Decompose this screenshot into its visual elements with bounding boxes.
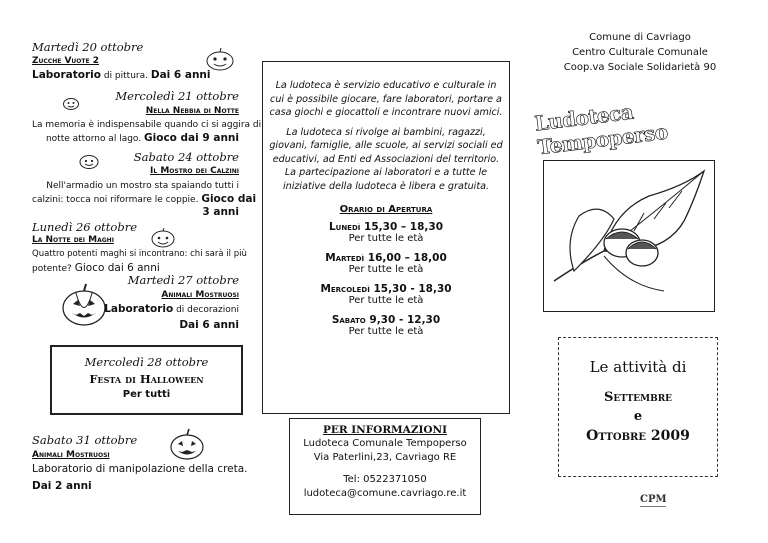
intro-paragraph: La ludoteca si rivolge ai bambini, ragazzi, giovani, famiglie, alle scuole, ai servizi sociali ed educativi, ad Enti ed Associazioni del territorio.	[269, 126, 503, 165]
activities-box	[558, 337, 718, 477]
activities-conjunction: e	[633, 409, 643, 424]
event-title: Animali Mostruosi	[161, 290, 239, 300]
event-title: Animali Mostruosi	[32, 450, 110, 460]
contact-address: Via Paterlini,23, Cavriago RE	[313, 452, 457, 463]
opening-hours-title: Orario di Apertura	[339, 204, 433, 215]
event-description: potente? Gioco dai 6 anni	[32, 262, 160, 274]
opening-hours-note: Per tutte le età	[348, 264, 424, 275]
event-description: Laboratorio di manipolazione della creta.	[32, 463, 248, 475]
event-title: La Notte dei Maghi	[32, 235, 114, 245]
acorn-illustration	[543, 160, 715, 312]
opening-hours-day: Martedì 16,00 – 18,00	[325, 252, 447, 264]
opening-hours-note: Per tutte le età	[348, 295, 424, 306]
event-description: calzini: tocca noi riformare le coppie. Gioco dai	[32, 193, 257, 205]
pumpkin-icon	[150, 228, 176, 248]
contact-title: PER INFORMAZIONI	[322, 424, 448, 436]
event-description: Laboratorio di decorazioni	[104, 303, 239, 315]
cpm-logo: CPM	[640, 494, 666, 510]
event-description: Nell'armadio un mostro sta spaiando tutti i	[46, 181, 239, 191]
event-description: notte attorno al lago. Gioco dai 9 anni	[45, 132, 239, 144]
jack-o-lantern-icon	[60, 282, 108, 328]
contact-name: Ludoteca Comunale Tempoperso	[303, 438, 467, 449]
event-title: Nella Nebbia di Notte	[145, 106, 239, 116]
pumpkin-icon	[205, 47, 235, 71]
contact-box	[289, 418, 481, 515]
activities-month: Ottobre 2009	[586, 428, 690, 444]
event-title: Zucche Vuote 2	[32, 56, 99, 66]
halloween-box	[50, 345, 243, 415]
opening-hours-day: Lunedì 15,30 – 18,30	[328, 221, 444, 233]
pumpkin-icon	[78, 152, 100, 169]
event-title: Festa di Halloween	[89, 372, 204, 386]
event-age: Dai 2 anni	[32, 480, 92, 492]
intro-paragraph: La partecipazione ai laboratori e a tutte le iniziative della ludoteca è libera e gratuita.	[282, 167, 490, 192]
event-title: Il Mostro dei Calzini	[150, 166, 239, 176]
event-date: Martedì 27 ottobre	[127, 273, 239, 287]
event-date: Martedì 20 ottobre	[32, 40, 144, 54]
event-date: Sabato 31 ottobre	[32, 433, 138, 447]
activities-month: Settembre	[603, 390, 673, 405]
opening-hours-note: Per tutte le età	[348, 326, 424, 337]
contact-phone: Tel: 0522371050	[343, 474, 427, 485]
event-age: Dai 6 anni	[179, 319, 239, 331]
organizer-line: Centro Culturale Comunale	[572, 47, 708, 58]
pumpkin-icon	[62, 96, 80, 110]
event-age: 3 anni	[202, 206, 239, 218]
info-panel	[262, 61, 510, 414]
event-date: Lunedì 26 ottobre	[32, 220, 137, 234]
activities-title: Le attività di	[589, 358, 687, 376]
event-subtitle: Per tutti	[122, 389, 171, 400]
event-date: Mercoledì 28 ottobre	[84, 355, 209, 369]
event-description: Quattro potenti maghi si incontrano: chi sarà il più	[32, 249, 247, 259]
event-date: Sabato 24 ottobre	[133, 150, 239, 164]
jack-o-lantern-icon	[168, 428, 206, 460]
ludoteca-logo: Ludoteca Tempoperso	[533, 99, 669, 160]
oak-leaves-icon	[544, 161, 714, 311]
event-description: Laboratorio di pittura. Dai 6 anni	[32, 69, 211, 81]
organizers	[560, 30, 720, 75]
opening-hours-note: Per tutte le età	[348, 233, 424, 244]
opening-hours-day: Sabato 9,30 - 12,30	[331, 314, 441, 326]
opening-hours-day: Mercoledì 15,30 - 18,30	[320, 283, 452, 295]
organizer-line: Comune di Cavriago	[589, 32, 691, 43]
intro-paragraph: La ludoteca è servizio educativo e culturale in cui è possibile giocare, fare laboratori, portare a casa giochi e giocattoli e incontrare nuovi amici.	[269, 80, 503, 118]
contact-email[interactable]: ludoteca@comune.cavriago.re.it	[303, 488, 467, 499]
event-description: La memoria è indispensabile quando ci si aggira di	[32, 120, 262, 130]
event-date: Mercoledì 21 ottobre	[115, 89, 239, 103]
organizer-line: Coop.va Sociale Solidarietà 90	[563, 62, 717, 73]
